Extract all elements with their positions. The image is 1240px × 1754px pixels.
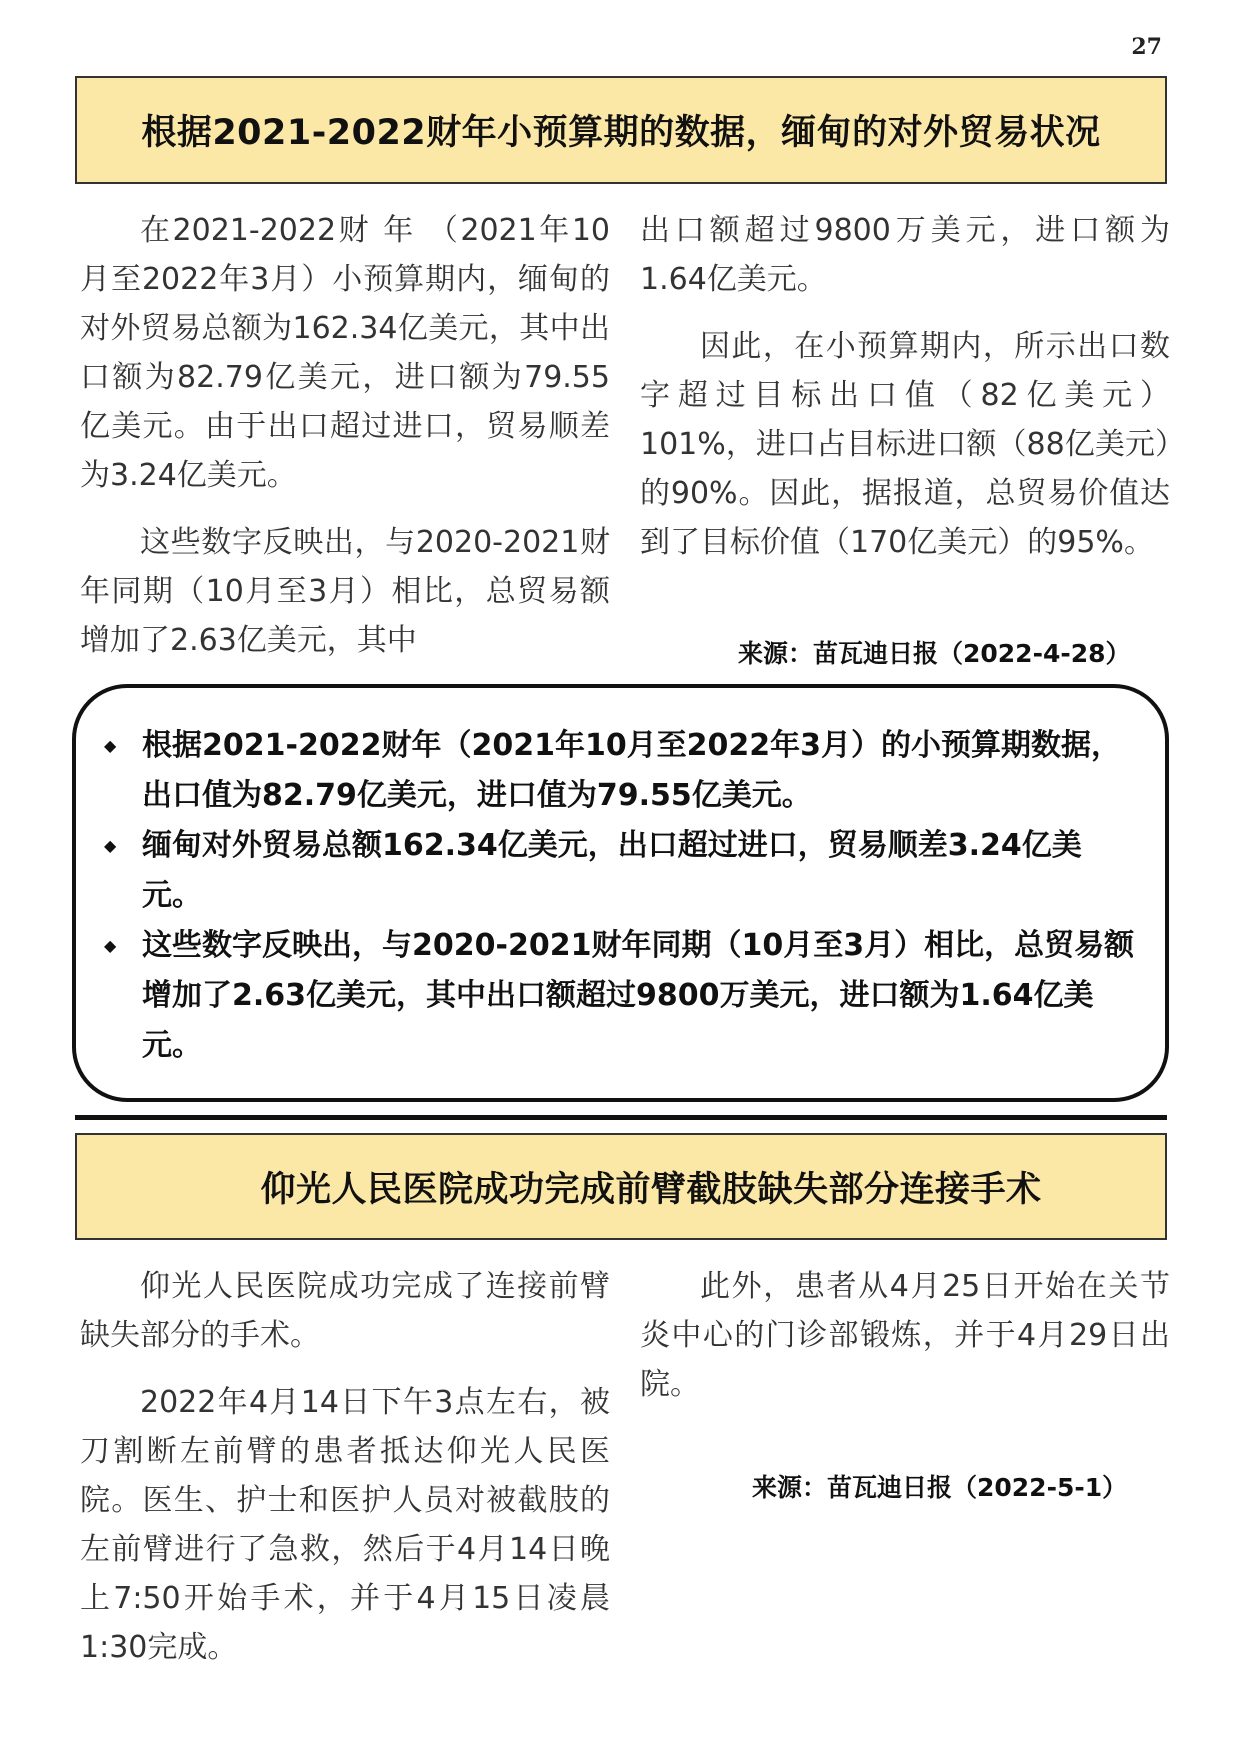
article-title-trade <box>75 76 1167 184</box>
summary-item-text: 缅甸对外贸易总额162.34亿美元，出口超过进口，贸易顺差3.24亿美元。 <box>142 828 1082 913</box>
paragraph: 2022年4月14日下午3点左右，被刀割断左前臂的患者抵达仰光人民医院。医生、护士和医护人员对被截肢的左前臂进行了急救，然后于4月14日晚上7:50开始手术，并于4月15日凌晨1:30完成。 <box>80 1385 610 1665</box>
paragraph: 出口额超过9800万美元，进口额为1.64亿美元。 <box>640 213 1170 297</box>
diamond-bullet-icon: ◆ <box>104 936 117 955</box>
summary-box <box>72 684 1169 1102</box>
diamond-bullet-icon: ◆ <box>104 736 117 755</box>
summary-item <box>104 821 1141 921</box>
diamond-bullet-icon: ◆ <box>104 836 117 855</box>
paragraph: 在2021-2022财 年 （2021年10月至2022年3月）小预算期内，缅甸的对外贸易总额为162.34亿美元，其中出口额为82.79亿美元，进口额为79.55亿美元。由于出口超过进口，贸易顺差为3.24亿美元。 <box>80 213 610 493</box>
article-title-hospital <box>75 1133 1167 1240</box>
summary-item-text: 根据2021-2022财年（2021年10月至2022年3月）的小预算期数据，出口值为82.79亿美元，进口值为79.55亿美元。 <box>142 728 1122 813</box>
summary-item-text: 这些数字反映出，与2020-2021财年同期（10月至3月）相比，总贸易额增加了2.63亿美元，其中出口额超过9800万美元，进口额为1.64亿美元。 <box>142 928 1135 1063</box>
source-citation: 来源：苗瓦迪日报（2022-4-28） <box>738 639 1131 668</box>
paragraph: 此外，患者从4月25日开始在关节炎中心的门诊部锻炼，并于4月29日出院。 <box>640 1269 1170 1402</box>
source-citation: 来源：苗瓦迪日报（2022-5-1） <box>752 1473 1128 1502</box>
article-trade-left-column <box>80 206 610 683</box>
article-hospital-left-column <box>80 1262 610 1690</box>
paragraph: 仰光人民医院成功完成了连接前臂缺失部分的手术。 <box>80 1269 610 1353</box>
article-trade-right-column <box>640 206 1170 585</box>
summary-list <box>104 721 1141 1071</box>
section-divider <box>75 1115 1167 1120</box>
summary-item <box>104 721 1141 821</box>
article-title-text: 根据2021-2022财年小预算期的数据，缅甸的对外贸易状况 <box>141 113 1101 153</box>
summary-item <box>104 921 1141 1071</box>
page-number: 27 <box>1131 34 1162 60</box>
article-hospital-right-column <box>640 1262 1170 1427</box>
paragraph: 这些数字反映出，与2020-2021财年同期（10月至3月）相比，总贸易额增加了2.63亿美元，其中 <box>80 525 610 658</box>
paragraph: 因此，在小预算期内，所示出口数字超过目标出口值（82亿美元）101%，进口占目标进口额（88亿美元）的90%。因此，据报道，总贸易价值达到了目标价值（170亿美元）的95%。 <box>640 329 1170 560</box>
article-title-text: 仰光人民医院成功完成前臂截肢缺失部分连接手术 <box>260 1169 1042 1210</box>
